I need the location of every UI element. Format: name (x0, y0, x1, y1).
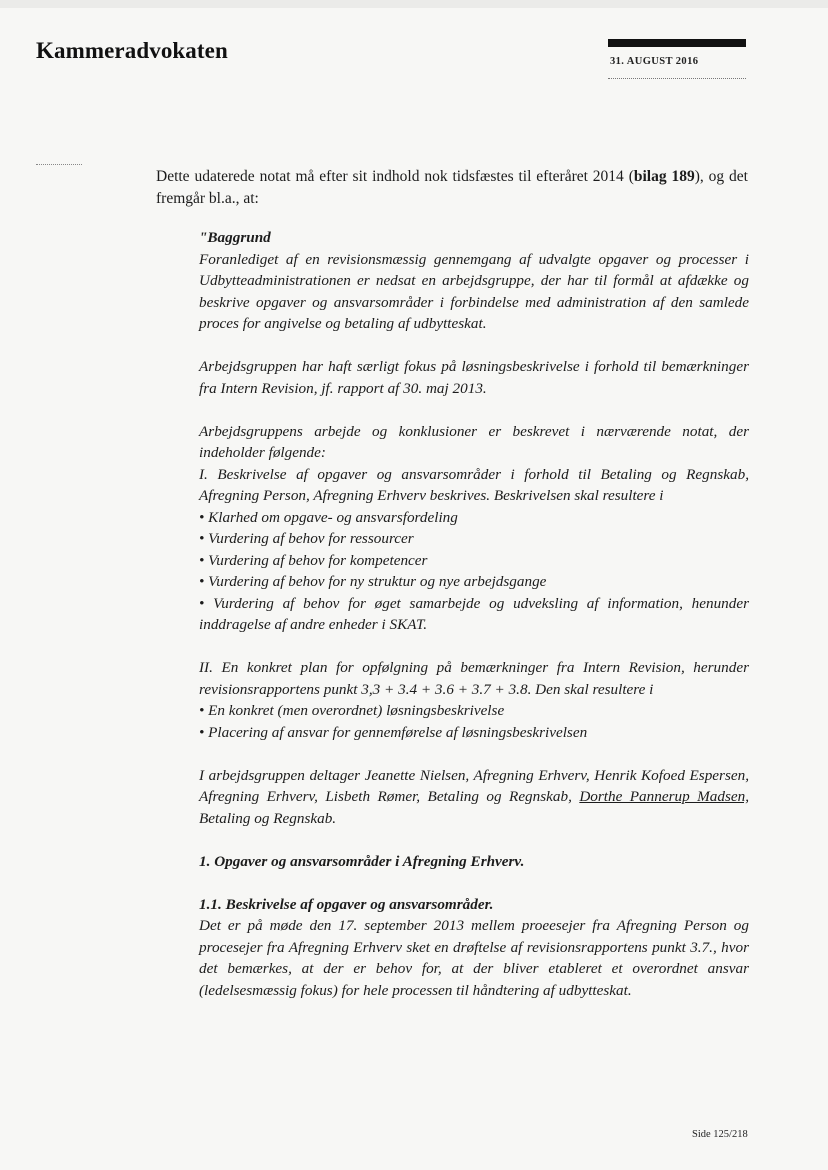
quote-paragraph-5 (199, 765, 749, 830)
page-number: Side 125/218 (692, 1129, 748, 1140)
bullet-item: • Placering af ansvar for gennemførelse af løsningsbeskrivelsen (199, 723, 588, 741)
baggrund-heading: "Baggrund (199, 229, 271, 246)
quoted-memo (199, 227, 749, 1001)
participants-text-2: Betaling og Regnskab. (199, 809, 337, 827)
bilag-reference: bilag 189 (633, 168, 695, 185)
quote-paragraph-2: Arbejdsgruppen har haft særligt fokus på løsningsbeskrivelse i forhold til bemærkninger fra Intern Revision, jf. rapport af 30. maj 2013. (199, 358, 749, 397)
section-1-1-heading: 1.1. Beskrivelse af opgaver og ansvarsområder. (199, 895, 494, 913)
quote-paragraph-1: Foranlediget af en revisionsmæssig gennemgang af udvalgte opgaver og processer i Udbytteadministrationen er nedsat en arbejdsgruppe, der har til formål at afdække og beskrive opgaver og ansvarsområder i forbindelse med administration af den samlede proces for angivelse og betaling af udbytteskat. (199, 250, 749, 332)
document-date: 31. AUGUST 2016 (610, 56, 699, 67)
bullet-item: • Vurdering af behov for kompetencer (199, 551, 428, 569)
document-body (156, 166, 748, 210)
intro-paragraph (156, 166, 748, 210)
bullet-item: • Vurdering af behov for øget samarbejde og udveksling af information, henunder inddragelse af andre enheder i SKAT. (199, 594, 749, 633)
margin-divider (36, 164, 82, 165)
bullet-item: • En konkret (men overordnet) løsningsbeskrivelse (199, 702, 505, 719)
bullet-item: • Vurdering af behov for ressourcer (199, 530, 414, 547)
quote-paragraph-6: Det er på møde den 17. september 2013 mellem proeesejer fra Afregning Person og procesejer fra Afregning Erhverv sket en drøftelse af revisionsrapportens punkt 3.7., hvor det bemærkes, at der er behov for, at der bliver etableret et overordnet ansvar (ledelsesmæssig fokus) for hele processen til håndtering af udbytteskat. (199, 917, 749, 999)
underlined-name: Dorthe Pannerup Madsen, (579, 788, 749, 805)
date-bar (608, 39, 746, 47)
bullet-item: • Vurdering af behov for ny struktur og nye arbejdsgange (199, 573, 547, 590)
quote-paragraph-3: Arbejdsgruppens arbejde og konklusioner er beskrevet i nærværende notat, der indeholder følgende: (199, 422, 749, 461)
section-1-heading: 1. Opgaver og ansvarsområder i Afregning Erhverv. (199, 852, 525, 870)
bullet-item: • Klarhed om opgave- og ansvarsfordeling (199, 508, 458, 526)
brand-name: Kammeradvokaten (36, 38, 228, 63)
intro-text-2: ), og det fremgår bl.a., at: (156, 168, 748, 207)
participants-text-1: I arbejdsgruppen deltager Jeanette Nielsen, Afregning Erhverv, Henrik Kofoed Espersen, Afregning Erhverv, Lisbeth Rømer, Betaling og Regnskab, (199, 766, 749, 805)
scan-edge (0, 0, 828, 8)
quote-paragraph-3b: I. Beskrivelse af opgaver og ansvarsområder i forhold til Betaling og Regnskab, Afregning Person, Afregning Erhverv beskrives. Beskrivelsen skal resultere i (199, 465, 749, 504)
date-divider (608, 78, 746, 79)
quote-paragraph-4: II. En konkret plan for opfølgning på bemærkninger fra Intern Revision, herunder revisionsrapportens punkt 3,3 + 3.4 + 3.6 + 3.7 + 3.8. Den skal resultere i (199, 659, 749, 698)
intro-text-1: Dette udaterede notat må efter sit indhold nok tidsfæstes til efteråret 2014 ( (156, 168, 634, 185)
